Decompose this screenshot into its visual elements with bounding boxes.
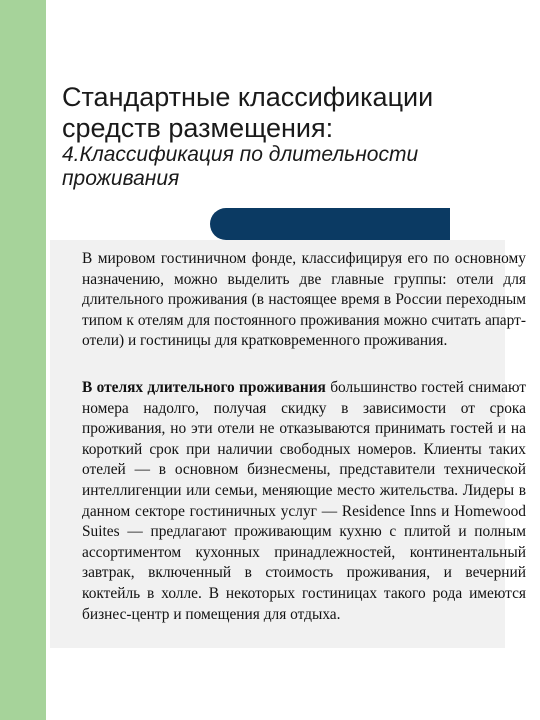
slide-title: Стандартные классификации средств размещения: [62,82,434,143]
paragraph-2-text: большинство гостей снимают номера надолго, получая скидку в зависимости от срока проживания, но эти отели не отказываются принимать гостей и на короткий срок при наличии свободных номеров. Клиенты таких отелей — в основном бизнесмены, представители технической интеллигенции или семьи, меняющие место жительства. Лидеры в данном секторе гостиничных услуг — Residence Inns и Homewood Suites — предлагают проживающим кухню с плитой и полным ассортиментом кухонных принадлежностей, континентальный завтрак, включенный в стоимость проживания, и вечерний коктейль в холле. В некоторых гостиницах такого рода имеются бизнес-центр и помещения для отдыха. [82,379,526,623]
accent-bar [210,208,450,240]
paragraph-2-lead: В отелях длительного проживания [82,379,326,396]
paragraph-2 [56,378,526,625]
paragraph-1: В мировом гостиничном фонде, классифицируя его по основному назначению, можно выделить две главные группы: отели для длительного проживания (в настоящее время в России переходным типом к отелям для постоянного проживания можно считать апарт-отели) и гостиницы для кратковременного проживания. [82,250,526,350]
slide-subtitle: 4.Классификация по длительности проживания [62,143,419,190]
